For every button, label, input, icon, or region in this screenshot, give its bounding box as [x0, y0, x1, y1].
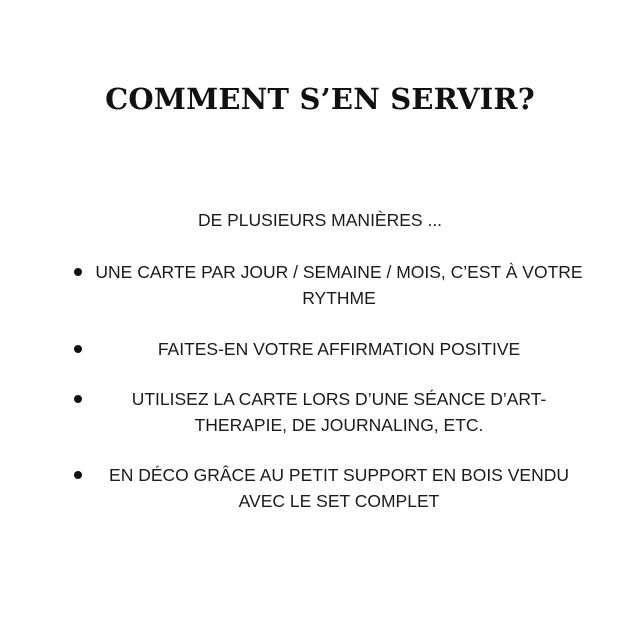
bullet-icon [74, 268, 82, 276]
page-title: COMMENT S’EN SERVIR? [105, 82, 535, 116]
list-item-text: UTILISEZ LA CARTE LORS D’UNE SÉANCE D’ART-THERAPIE, DE JOURNALING, ETC. [131, 389, 547, 435]
bullet-icon [74, 345, 82, 353]
list-item-text: FAITES-EN VOTRE AFFIRMATION POSITIVE [157, 339, 521, 359]
list-item-text: EN DÉCO GRÂCE AU PETIT SUPPORT EN BOIS VENDU AVEC LE SET COMPLET [109, 465, 569, 511]
bullet-icon [74, 471, 82, 479]
list-item-text: UNE CARTE PAR JOUR / SEMAINE / MOIS, C’EST À VOTRE RYTHME [95, 262, 583, 308]
bullet-icon [74, 395, 82, 403]
intro-text: DE PLUSIEURS MANIÈRES ... [197, 210, 443, 230]
